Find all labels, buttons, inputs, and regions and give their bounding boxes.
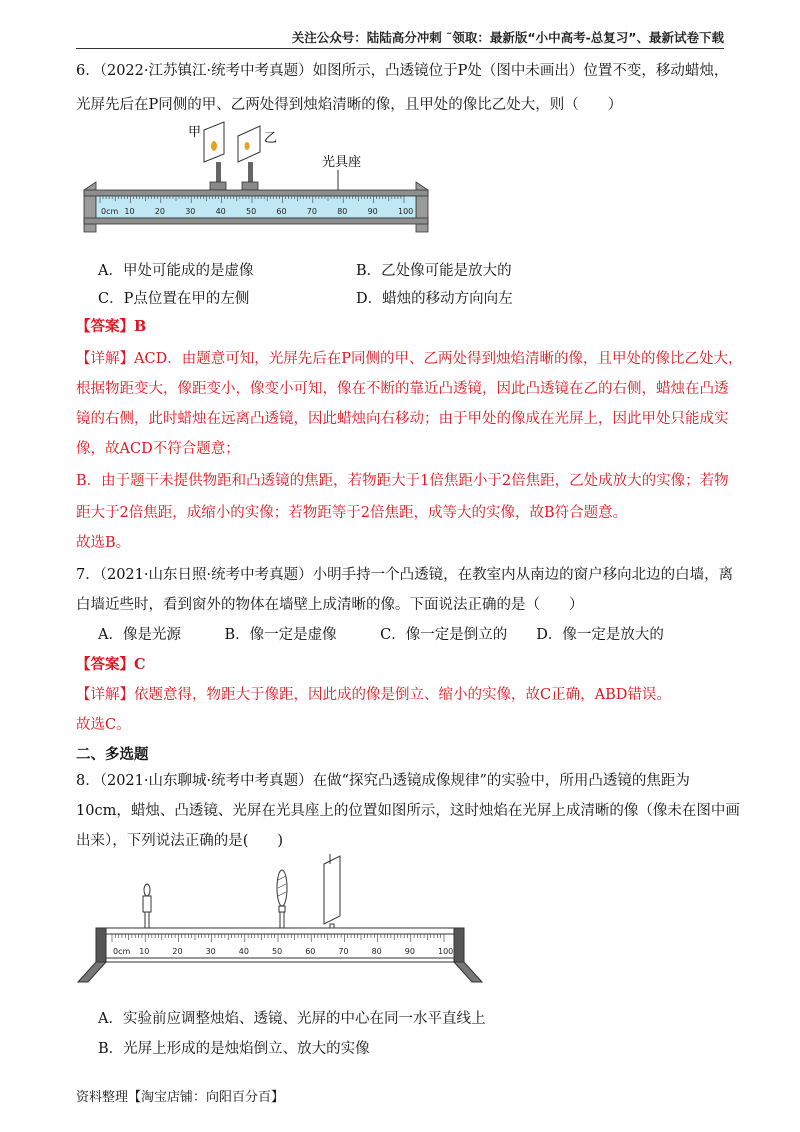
q8-option-b: B．光屏上形成的是烛焰倒立、放大的实像 <box>98 1041 370 1057</box>
q8-line-1: 8．（2021·山东聊城·统考中考真题）在做“探究凸透镜成像规律”的实验中，所用凸透镜的焦距为 <box>76 773 690 789</box>
ruler-tick-label: 10 <box>124 207 135 216</box>
q6-detail-2: 根据物距变大，像距变小，像变小可知，像在不断的靠近凸透镜，因此凸透镜在乙的右侧，蜡烛在凸透 <box>76 381 729 397</box>
q7-line-2: 白墙近些时，看到窗外的物体在墙壁上成清晰的像。下面说法正确的是（ ） <box>76 597 584 613</box>
ruler-tick-label: 20 <box>172 947 183 956</box>
holder-yi <box>248 162 253 184</box>
ruler-tick-label: 60 <box>305 947 316 956</box>
q8-figure-optical-bench <box>76 850 496 985</box>
ruler-tick-label: 40 <box>215 207 226 216</box>
ruler-tick-label: 30 <box>205 947 216 956</box>
footer-text: 资料整理【淘宝店铺：向阳百分百】 <box>76 1090 285 1105</box>
ruler-tick-label: 100 <box>398 207 414 216</box>
label-yi: 乙 <box>264 131 278 146</box>
ruler-tick-label: 10 <box>139 947 150 956</box>
q6-option-d: D．蜡烛的移动方向向左 <box>356 291 513 307</box>
ruler-tick-label: 50 <box>246 207 257 216</box>
q8-line-3: 出来），下列说法正确的是( ) <box>76 833 284 849</box>
bench-rail <box>84 190 428 196</box>
q6-line-2: 光屏先后在P同侧的甲、乙两处得到烛焰清晰的像，且甲处的像比乙处大，则（ ） <box>76 97 623 113</box>
bench-rail-top <box>96 928 458 934</box>
ruler-tick-label: 100 <box>438 947 454 956</box>
image-jia <box>211 141 217 151</box>
q6-option-c: C．P点位置在甲的左侧 <box>98 291 250 307</box>
ruler-tick-label: 70 <box>306 207 317 216</box>
q6-detail-3: 镜的右侧，此时蜡烛在远离凸透镜，因此蜡烛向右移动；由于甲处的像成在光屏上，因此甲处只能成实 <box>76 411 729 427</box>
q7-answer: 【答案】C <box>76 656 146 673</box>
page-header <box>0 0 800 52</box>
q6-option-a: A．甲处可能成的是虚像 <box>98 263 254 279</box>
q6-detail-1: 【详解】ACD．由题意可知，光屏先后在P同侧的甲、乙两处得到烛焰清晰的像，且甲处的像比乙处大， <box>76 351 743 367</box>
q6-answer: 【答案】B <box>76 318 147 335</box>
q7-options: A．像是光源 B．像一定是虚像 C．像一定是倒立的 D．像一定是放大的 <box>98 627 664 643</box>
ruler-tick-label: 90 <box>367 207 378 216</box>
q7-conclusion: 故选C。 <box>76 717 131 733</box>
q7-line-1: 7．（2021·山东日照·统考中考真题）小明手持一个凸透镜，在教室内从南边的窗户移向北边的白墙，离 <box>76 567 734 583</box>
ruler-tick-label: 90 <box>404 947 415 956</box>
q6-conclusion: 故选B。 <box>76 535 131 551</box>
bench-leg-left <box>78 962 106 982</box>
header-divider <box>76 48 724 49</box>
holder-jia <box>216 162 221 184</box>
ruler-tick-label: 80 <box>371 947 382 956</box>
ruler-tick-label: 40 <box>238 947 249 956</box>
ruler-tick-label: 20 <box>154 207 165 216</box>
ruler-tick-label: 70 <box>338 947 349 956</box>
ruler-tick-label: 0cm <box>101 207 119 216</box>
ruler-tick-label: 30 <box>185 207 196 216</box>
label-bench: 光具座 <box>322 155 362 170</box>
q7-detail: 【详解】依题意得，物距大于像距，因此成的像是倒立、缩小的实像，故C正确，ABD错误。 <box>76 687 671 703</box>
light-screen <box>324 856 340 924</box>
header-text: 关注公众号：陆陆高分冲刺 ˜领取：最新版“小中高考-总复习”、最新试卷下载 <box>291 30 724 45</box>
q6-line-1: 6．（2022·江苏镇江·统考中考真题）如图所示，凸透镜位于P处（图中未画出）位置不变，移动蜡烛， <box>76 63 729 79</box>
candle-flame <box>144 884 150 896</box>
bench-leg-right <box>454 962 482 982</box>
q8-option-a: A．实验前应调整烛焰、透镜、光屏的中心在同一水平直线上 <box>98 1011 486 1027</box>
section-title: 二、多选题 <box>76 746 149 763</box>
q8-line-2: 10cm，蜡烛、凸透镜、光屏在光具座上的位置如图所示，这时烛焰在光屏上成清晰的像（像未在图中画 <box>76 803 740 819</box>
image-yi <box>245 142 250 150</box>
label-jia: 甲 <box>188 125 202 140</box>
candle-body <box>143 896 151 912</box>
q6-detail-5: B．由于题干未提供物距和凸透镜的焦距，若物距大于1倍焦距小于2倍焦距，乙处成放大的实像；若物 <box>76 473 729 489</box>
q6-detail-4: 像，故ACD不符合题意； <box>76 441 240 457</box>
q6-option-b: B．乙处像可能是放大的 <box>356 263 512 279</box>
ruler-tick-label: 60 <box>276 207 287 216</box>
ruler-tick-label: 0cm <box>113 947 131 956</box>
q6-figure-optical-bench <box>76 118 436 238</box>
ruler-tick-label: 50 <box>272 947 283 956</box>
ruler-tick-label: 80 <box>337 207 348 216</box>
q6-detail-6: 距大于2倍焦距，成缩小的实像；若物距等于2倍焦距，成等大的实像，故B符合题意。 <box>76 505 628 521</box>
